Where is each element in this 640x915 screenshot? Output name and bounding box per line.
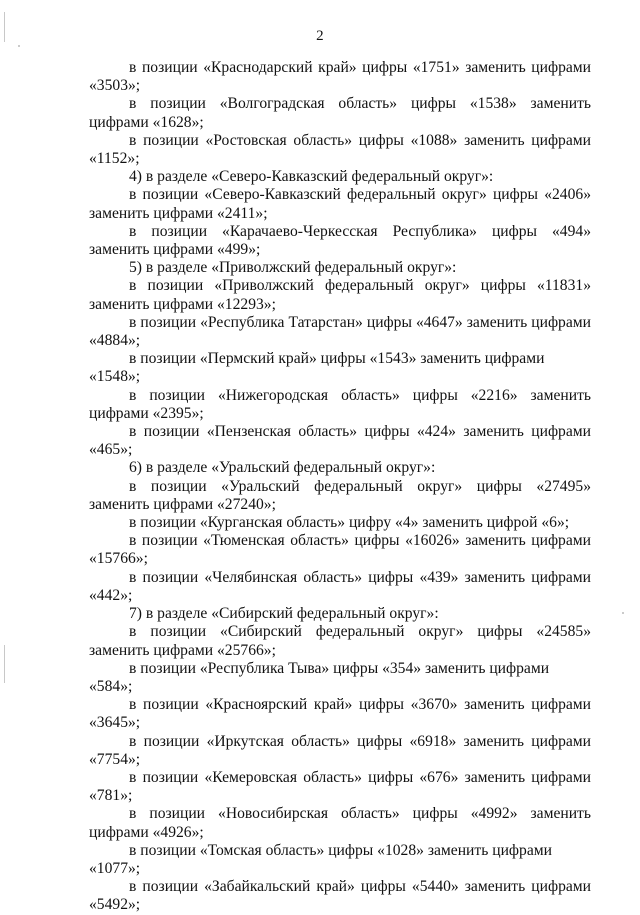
paragraph: в позиции «Сибирский федеральный округ» цифры «24585» заменить цифрами «25766»; — [89, 623, 591, 659]
paragraph: в позиции «Республика Татарстан» цифры «4647» заменить цифрами «4884»; — [89, 313, 591, 350]
paragraph: в позиции «Приволжский федеральный округ» цифры «11831» заменить цифрами «12293»; — [89, 277, 591, 313]
section-heading: 5) в разделе «Приволжский федеральный округ»: — [129, 259, 457, 277]
paragraph: в позиции «Пензенская область» цифры «424» заменить цифрами «465»; — [89, 423, 591, 459]
paragraph: в позиции «Уральский федеральный округ» цифры «27495» заменить цифрами «27240»; — [89, 477, 591, 513]
paragraph: в позиции «Карачаево-Черкесская Республика» цифры «494» заменить цифрами «499»; — [89, 222, 591, 259]
section-heading: 6) в разделе «Уральский федеральный округ»: — [129, 459, 436, 477]
paragraph: в позиции «Нижегородская область» цифры «2216» заменить цифрами «2395»; — [89, 386, 591, 422]
section-heading: 4) в разделе «Северо-Кавказский федеральный округ»: — [129, 168, 494, 186]
paragraph: в позиции «Тюменская область» цифры «16026» заменить цифрами «15766»; — [89, 532, 591, 568]
paragraph: в позиции «Краснодарский край» цифры «1751» заменить цифрами «3503»; — [89, 59, 591, 95]
paragraph: в позиции «Томская область» цифры «1028» заменить цифрами «1077»; — [89, 841, 552, 877]
page-number: 2 — [316, 28, 324, 44]
section-heading: 7) в разделе «Сибирский федеральный округ»: — [129, 605, 439, 623]
paragraph: в позиции «Челябинская область» цифры «439» заменить цифрами «442»; — [89, 568, 591, 604]
scan-artifact — [18, 45, 20, 47]
paragraph: в позиции «Ростовская область» цифры «1088» заменить цифрами «1152»; — [89, 131, 591, 168]
document-body — [89, 59, 591, 915]
scan-artifact — [4, 645, 5, 683]
paragraph: в позиции «Волгоградская область» цифры «1538» заменить цифрами «1628»; — [89, 95, 591, 131]
paragraph: в позиции «Иркутская область» цифры «6918» заменить цифрами «7754»; — [89, 732, 591, 768]
paragraph: в позиции «Республика Тыва» цифры «354» заменить цифрами «584»; — [89, 659, 550, 695]
paragraph: в позиции «Курганская область» цифру «4» заменить цифрой «6»; — [129, 514, 570, 532]
paragraph: в позиции «Северо-Кавказский федеральный округ» цифры «2406» заменить цифрами «2411»; — [89, 186, 591, 222]
paragraph: в позиции «Красноярский край» цифры «3670» заменить цифрами «3645»; — [89, 696, 591, 732]
paragraph: в позиции «Пермский край» цифры «1543» заменить цифрами «1548»; — [89, 350, 545, 386]
paragraph: в позиции «Новосибирская область» цифры «4992» заменить цифрами «4926»; — [89, 805, 591, 841]
paragraph: в позиции «Забайкальский край» цифры «5440» заменить цифрами «5492»; — [89, 878, 591, 914]
scan-artifact — [622, 612, 624, 614]
paragraph: в позиции «Кемеровская область» цифры «676» заменить цифрами «781»; — [89, 768, 591, 805]
